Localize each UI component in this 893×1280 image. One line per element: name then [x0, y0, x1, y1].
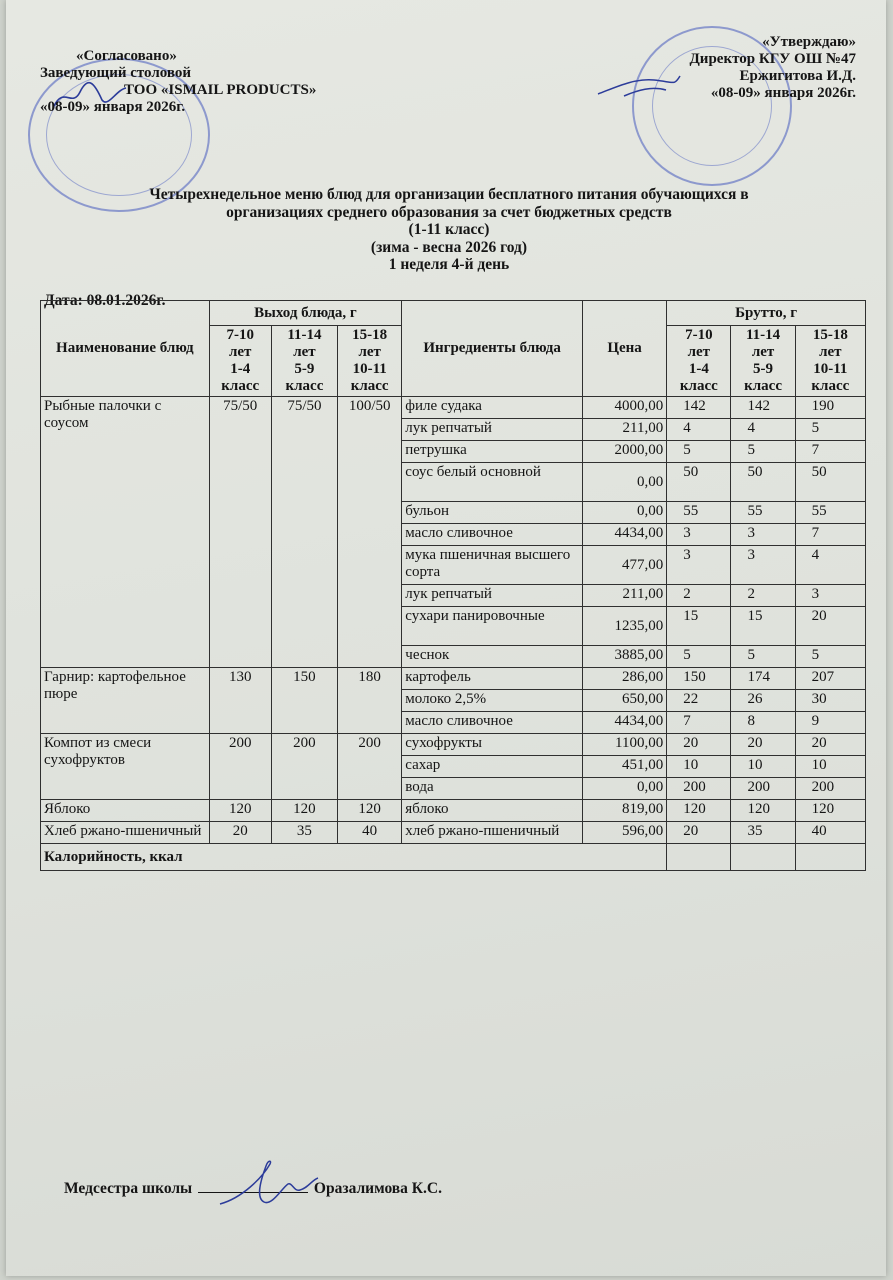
gross-cell: 20 — [667, 822, 731, 844]
ingredient-cell: картофель — [402, 668, 583, 690]
price-cell: 211,00 — [582, 585, 666, 607]
price-cell: 4434,00 — [582, 712, 666, 734]
age-header-years: 11-14 — [287, 327, 322, 343]
gross-cell: 20 — [731, 734, 795, 756]
yield-age-header — [271, 326, 337, 397]
ingredient-cell: лук репчатый — [402, 419, 583, 441]
gross-cell: 10 — [667, 756, 731, 778]
price-cell: 1235,00 — [582, 607, 666, 646]
age-header-years: 15-18 — [812, 327, 848, 343]
age-header-years: 11-14 — [745, 327, 781, 343]
gross-cell: 120 — [731, 800, 795, 822]
gross-cell: 120 — [795, 800, 865, 822]
calorie-value-cell — [795, 844, 865, 871]
ingredient-cell: петрушка — [402, 441, 583, 463]
price-cell: 819,00 — [582, 800, 666, 822]
age-header-grades: 1-4 — [230, 361, 251, 377]
age-header-unit: лет — [358, 344, 381, 360]
yield-cell: 75/50 — [209, 397, 271, 668]
yield-cell: 40 — [338, 822, 402, 844]
ingredient-cell: филе судака — [402, 397, 583, 419]
gross-cell: 150 — [667, 668, 731, 690]
gross-age-header — [795, 326, 865, 397]
gross-cell: 7 — [667, 712, 731, 734]
gross-cell: 55 — [667, 502, 731, 524]
ingredient-cell: вода — [402, 778, 583, 800]
age-header-grades: 10-11 — [813, 361, 848, 377]
ingredient-cell: масло сливочное — [402, 524, 583, 546]
approval-left-line4: «08-09» января 2026г. — [40, 99, 186, 115]
gross-cell: 26 — [731, 690, 795, 712]
title-line2: организациях среднего образования за счет бюджетных средств — [226, 203, 672, 221]
approval-block-right — [606, 34, 856, 102]
gross-cell: 2 — [731, 585, 795, 607]
price-cell: 4000,00 — [582, 397, 666, 419]
dish-name-cell: Гарнир: картофельное пюре — [41, 668, 210, 734]
header-yield-group: Выход блюда, г — [209, 301, 402, 326]
gross-cell: 10 — [795, 756, 865, 778]
yield-cell: 120 — [209, 800, 271, 822]
approval-left-line1: «Согласовано» — [76, 48, 177, 64]
ingredient-cell: соус белый основной — [402, 463, 583, 502]
approval-right-line2: Директор КГУ ОШ №47 — [689, 51, 856, 67]
age-header-grades: 5-9 — [753, 361, 774, 377]
price-cell: 2000,00 — [582, 441, 666, 463]
dish-name-cell: Рыбные палочки с соусом — [41, 397, 210, 668]
gross-cell: 9 — [795, 712, 865, 734]
gross-cell: 55 — [731, 502, 795, 524]
age-header-years: 7-10 — [226, 327, 254, 343]
gross-cell: 174 — [731, 668, 795, 690]
ingredient-cell: хлеб ржано-пшеничный — [402, 822, 583, 844]
gross-cell: 120 — [667, 800, 731, 822]
yield-cell: 75/50 — [271, 397, 337, 668]
age-header-years: 15-18 — [352, 327, 388, 343]
gross-cell: 3 — [731, 546, 795, 585]
gross-cell: 5 — [795, 646, 865, 668]
price-cell: 3885,00 — [582, 646, 666, 668]
gross-cell: 142 — [667, 397, 731, 419]
yield-cell: 150 — [271, 668, 337, 734]
gross-cell: 50 — [667, 463, 731, 502]
gross-cell: 142 — [731, 397, 795, 419]
gross-age-header — [667, 326, 731, 397]
gross-cell: 35 — [731, 822, 795, 844]
dish-name-cell: Компот из смеси сухофруктов — [41, 734, 210, 800]
price-cell: 0,00 — [582, 778, 666, 800]
age-header-suffix: класс — [221, 378, 260, 394]
document-sheet — [6, 0, 886, 1276]
ingredient-cell: молоко 2,5% — [402, 690, 583, 712]
ingredient-cell: масло сливочное — [402, 712, 583, 734]
gross-cell: 3 — [667, 524, 731, 546]
yield-cell: 200 — [209, 734, 271, 800]
calorie-row — [41, 844, 866, 871]
price-cell: 1100,00 — [582, 734, 666, 756]
yield-cell: 180 — [338, 668, 402, 734]
age-header-suffix: класс — [350, 378, 389, 394]
gross-cell: 5 — [795, 419, 865, 441]
gross-cell: 3 — [795, 585, 865, 607]
gross-cell: 20 — [795, 607, 865, 646]
header-gross-group: Брутто, г — [667, 301, 866, 326]
yield-cell: 35 — [271, 822, 337, 844]
price-cell: 451,00 — [582, 756, 666, 778]
menu-body — [41, 397, 866, 871]
price-cell: 286,00 — [582, 668, 666, 690]
age-header-unit: лет — [751, 344, 775, 360]
gross-cell: 4 — [795, 546, 865, 585]
gross-cell: 40 — [795, 822, 865, 844]
age-header-unit: лет — [293, 344, 316, 360]
ingredient-cell: сухофрукты — [402, 734, 583, 756]
gross-cell: 3 — [731, 524, 795, 546]
gross-cell: 5 — [731, 441, 795, 463]
gross-cell: 4 — [667, 419, 731, 441]
age-header-unit: лет — [687, 344, 711, 360]
title-line1: Четырехнедельное меню блюд для организации бесплатного питания обучающихся в — [149, 186, 749, 203]
gross-cell: 50 — [795, 463, 865, 502]
age-header-unit: лет — [228, 344, 252, 360]
gross-cell: 10 — [731, 756, 795, 778]
gross-cell: 15 — [731, 607, 795, 646]
table-row — [41, 734, 866, 756]
age-header-grades: 5-9 — [294, 361, 315, 377]
ingredient-cell: бульон — [402, 502, 583, 524]
ingredient-cell: сахар — [402, 756, 583, 778]
title-line4: (зима - весна 2026 год) — [370, 238, 528, 256]
gross-cell: 55 — [795, 502, 865, 524]
gross-cell: 207 — [795, 668, 865, 690]
age-header-suffix: класс — [744, 378, 782, 394]
gross-cell: 15 — [667, 607, 731, 646]
yield-cell: 120 — [338, 800, 402, 822]
gross-cell: 200 — [731, 778, 795, 800]
yield-cell: 200 — [338, 734, 402, 800]
yield-cell: 120 — [271, 800, 337, 822]
table-row — [41, 822, 866, 844]
ingredient-cell: мука пшеничная высшего сорта — [402, 546, 583, 585]
footer-label: Медсестра школы — [64, 1180, 193, 1197]
approval-left-line2: Заведующий столовой — [40, 65, 192, 81]
price-cell: 650,00 — [582, 690, 666, 712]
gross-cell: 5 — [731, 646, 795, 668]
dish-name-cell: Яблоко — [41, 800, 210, 822]
gross-cell: 8 — [731, 712, 795, 734]
gross-cell: 4 — [731, 419, 795, 441]
gross-cell: 3 — [667, 546, 731, 585]
approval-left-line3: ТОО «ISMAIL PRODUCTS» — [124, 82, 317, 98]
title-line5: 1 неделя 4-й день — [388, 256, 510, 273]
calorie-value-cell — [731, 844, 795, 871]
table-row — [41, 800, 866, 822]
header-dish-name: Наименование блюд — [41, 301, 210, 397]
gross-cell: 20 — [795, 734, 865, 756]
gross-cell: 200 — [667, 778, 731, 800]
header-ingredients: Ингредиенты блюда — [402, 301, 583, 397]
gross-cell: 30 — [795, 690, 865, 712]
price-cell: 0,00 — [582, 502, 666, 524]
yield-cell: 200 — [271, 734, 337, 800]
ingredient-cell: сухари панировочные — [402, 607, 583, 646]
approval-block-left — [40, 48, 420, 116]
gross-cell: 200 — [795, 778, 865, 800]
yield-age-header — [338, 326, 402, 397]
gross-cell: 22 — [667, 690, 731, 712]
price-cell: 4434,00 — [582, 524, 666, 546]
gross-cell: 20 — [667, 734, 731, 756]
ingredient-cell: яблоко — [402, 800, 583, 822]
gross-cell: 7 — [795, 524, 865, 546]
price-cell: 477,00 — [582, 546, 666, 585]
dish-name-cell: Хлеб ржано-пшеничный — [41, 822, 210, 844]
yield-age-header — [209, 326, 271, 397]
approval-right-line4: «08-09» января 2026г. — [710, 85, 856, 101]
table-row — [41, 668, 866, 690]
title-line3: (1-11 класс) — [408, 221, 490, 238]
price-cell: 596,00 — [582, 822, 666, 844]
price-cell: 211,00 — [582, 419, 666, 441]
gross-cell: 5 — [667, 441, 731, 463]
calorie-value-cell — [667, 844, 731, 871]
gross-cell: 50 — [731, 463, 795, 502]
header-price: Цена — [582, 301, 666, 397]
gross-cell: 190 — [795, 397, 865, 419]
age-header-grades: 10-11 — [352, 361, 387, 377]
yield-cell: 20 — [209, 822, 271, 844]
calorie-label: Калорийность, ккал — [41, 844, 667, 871]
age-header-suffix: класс — [285, 378, 324, 394]
age-header-suffix: класс — [811, 378, 850, 394]
menu-table — [40, 300, 866, 871]
age-header-unit: лет — [819, 344, 842, 360]
gross-cell: 2 — [667, 585, 731, 607]
gross-cell: 5 — [667, 646, 731, 668]
gross-cell: 7 — [795, 441, 865, 463]
approval-right-line1: «Утверждаю» — [762, 34, 856, 50]
yield-cell: 100/50 — [338, 397, 402, 668]
ingredient-cell: чеснок — [402, 646, 583, 668]
age-header-suffix: класс — [679, 378, 718, 394]
age-header-grades: 1-4 — [688, 361, 709, 377]
yield-cell: 130 — [209, 668, 271, 734]
table-row — [41, 397, 866, 419]
menu-date: Дата: 08.01.2026г. — [44, 292, 166, 309]
age-header-years: 7-10 — [685, 327, 713, 343]
document-title — [46, 186, 852, 274]
gross-age-header — [731, 326, 795, 397]
footer-name: Оразалимова К.С. — [313, 1180, 442, 1197]
signature-nurse — [212, 1158, 322, 1214]
price-cell: 0,00 — [582, 463, 666, 502]
approval-right-line3: Ержигитова И.Д. — [739, 68, 856, 84]
ingredient-cell: лук репчатый — [402, 585, 583, 607]
